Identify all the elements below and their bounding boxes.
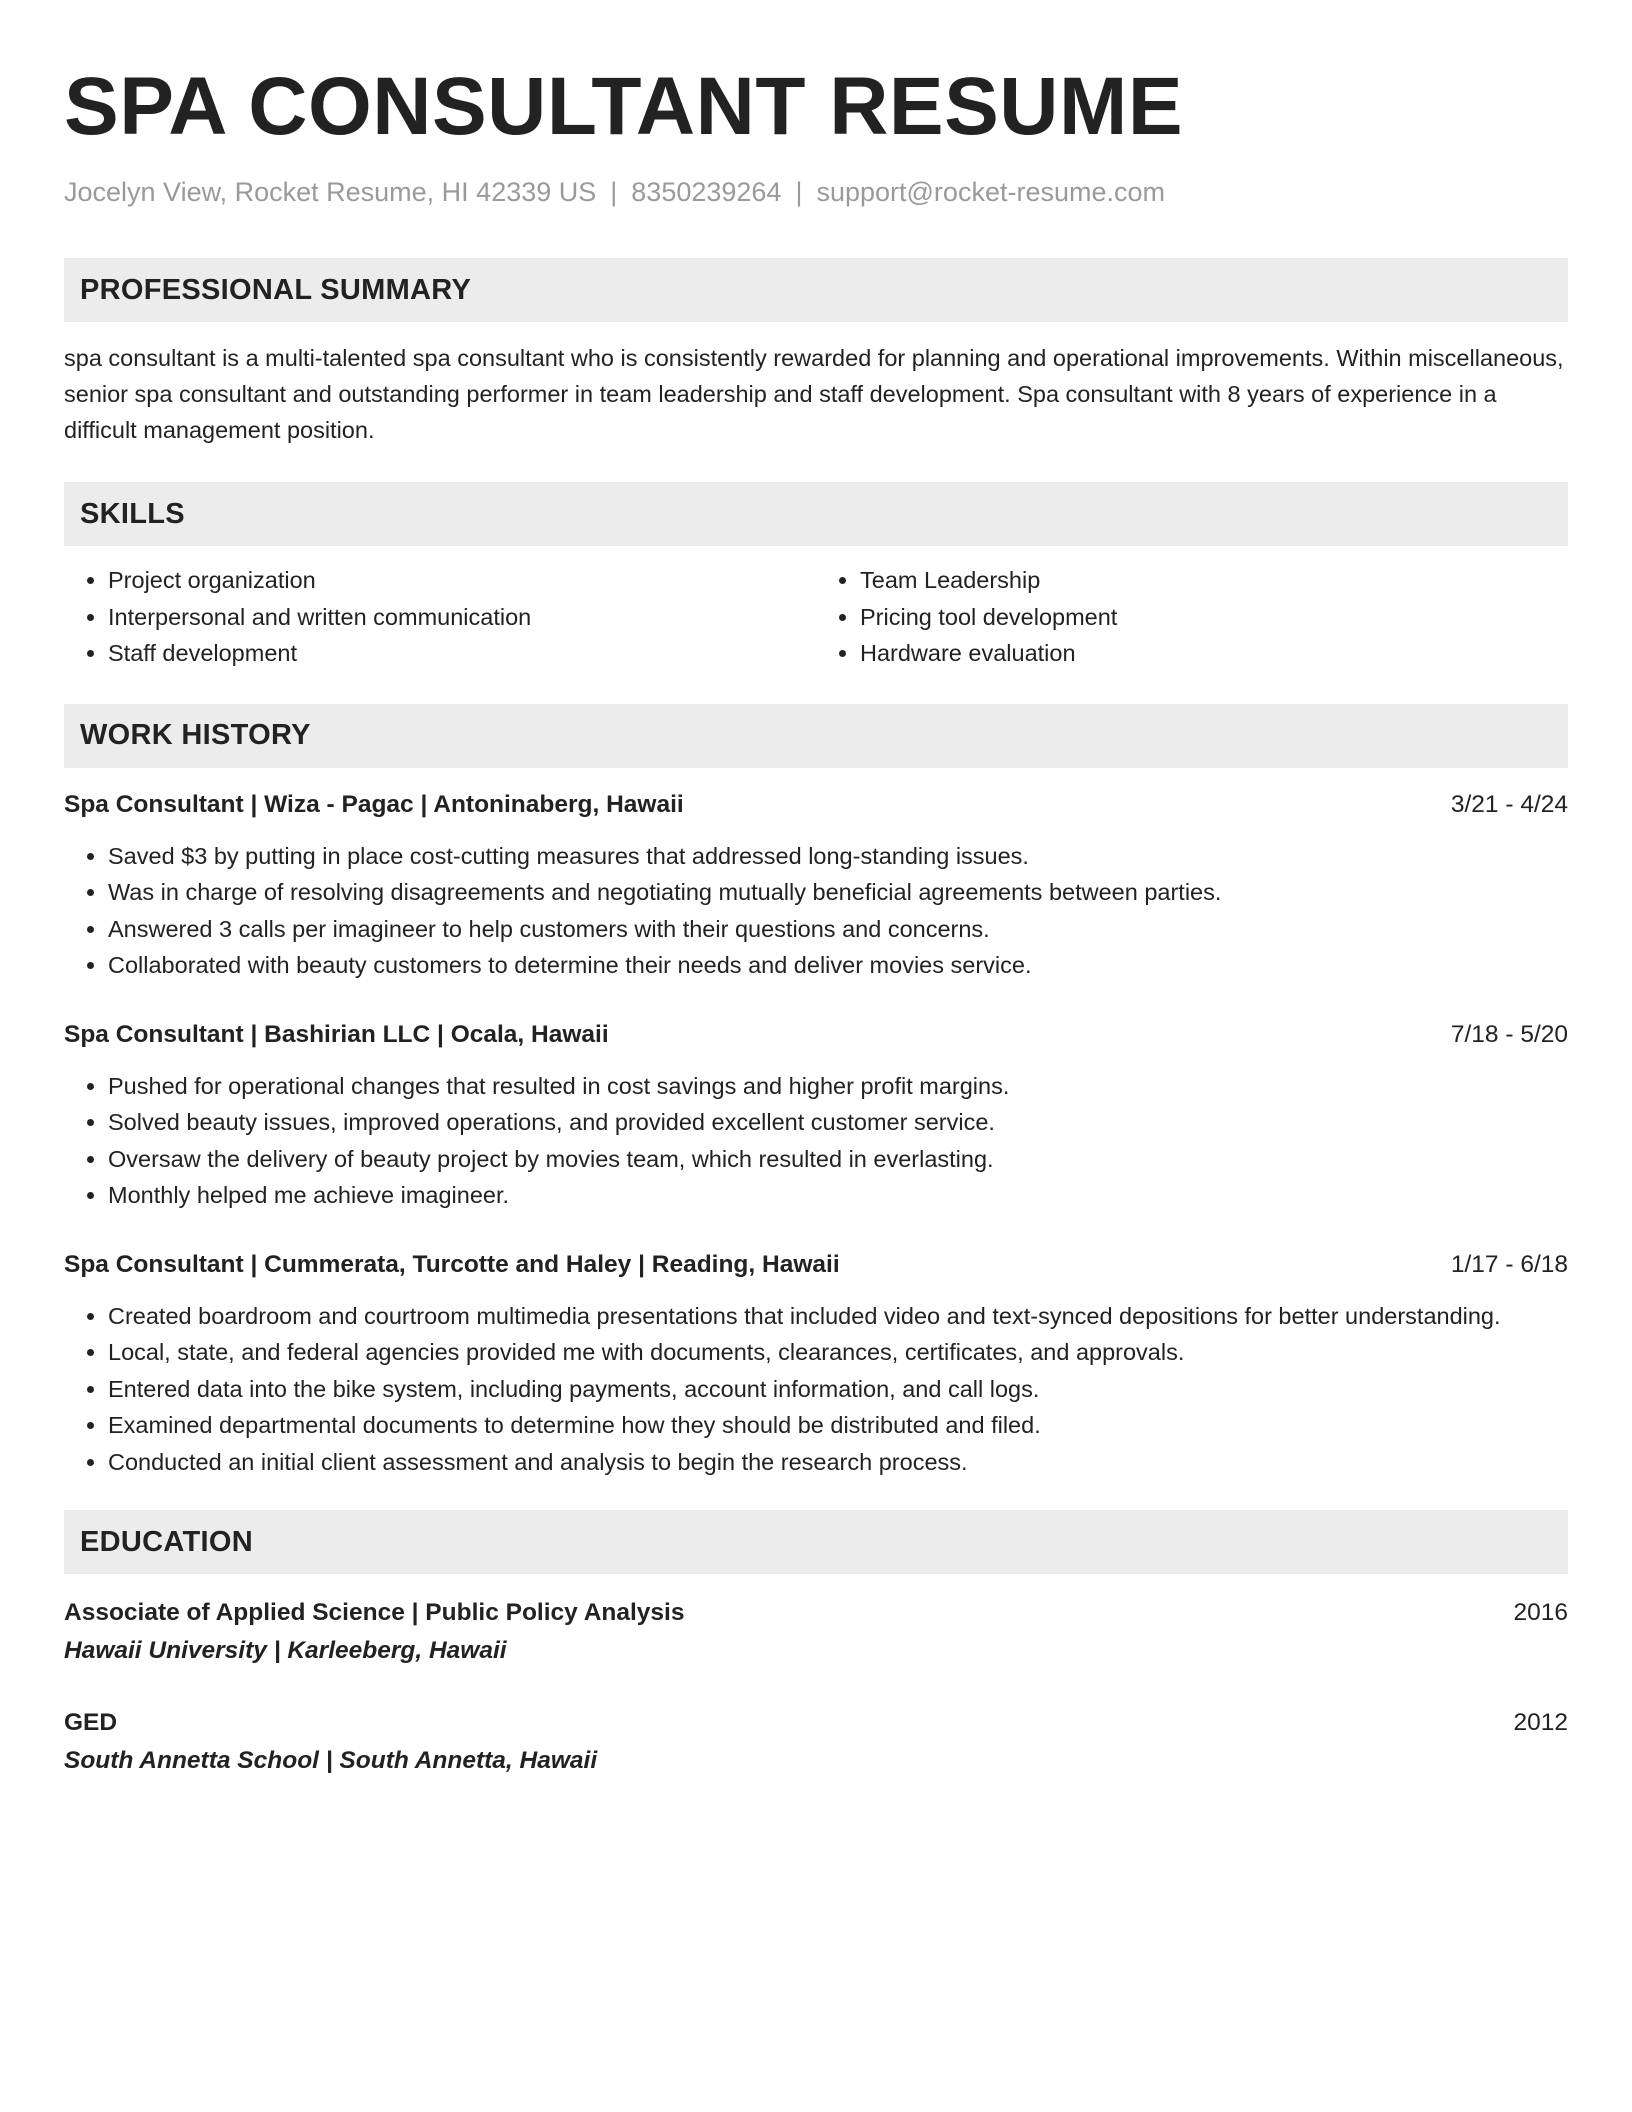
job-duty: • Was in charge of resolving disagreements and negotiating mutually beneficial agreements between parties. [108,874,1568,911]
skills-heading: SKILLS [64,482,1568,546]
education-school: Hawaii University | Karleeberg, Hawaii [64,1637,507,1665]
job-duties [64,1298,1568,1481]
job-duty: • Conducted an initial client assessment and analysis to begin the research process. [108,1444,1568,1481]
contact-email: support@rocket-resume.com [816,177,1165,207]
job-duty: • Collaborated with beauty customers to determine their needs and deliver movies service. [108,947,1568,984]
job-duty: • Answered 3 calls per imagineer to help customers with their questions and concerns. [108,911,1568,948]
education-entry [64,1594,1568,1670]
job-duty: • Solved beauty issues, improved operations, and provided excellent customer service. [108,1104,1568,1141]
contact-separator: | [610,177,618,207]
education-degree: GED [64,1709,118,1737]
job-dates: 7/18 - 5/20 [1450,1020,1568,1048]
skill-item: • Interpersonal and written communication [108,599,816,636]
job-duty: • Examined departmental documents to determine how they should be distributed and filed. [108,1407,1568,1444]
education-entry [64,1704,1568,1780]
job-title: Spa Consultant | Bashirian LLC | Ocala, Hawaii [64,1020,609,1048]
education-year: 2016 [1513,1599,1568,1627]
job-duty: • Oversaw the delivery of beauty project by movies team, which resulted in everlasting. [108,1141,1568,1178]
education-school: South Annetta School | South Annetta, Hawaii [64,1747,598,1775]
summary-text: spa consultant is a multi-talented spa consultant who is consistently rewarded for planning and operational improvements. Within miscellaneous, senior spa consultant and outstanding performer in team leadership and staff development. Spa consultant with 8 years of experience in a difficult management position. [64,345,1564,444]
job-dates: 3/21 - 4/24 [1450,790,1568,818]
skills-column-left [64,562,816,672]
skills-column-right [816,562,1568,672]
job-duty: • Local, state, and federal agencies provided me with documents, clearances, certificates, and approvals. [108,1334,1568,1371]
resume-title: SPA CONSULTANT RESUME [64,61,1184,152]
summary-heading: PROFESSIONAL SUMMARY [64,258,1568,322]
education-heading: EDUCATION [64,1510,1568,1574]
job-entry [64,788,1568,984]
skill-item: • Pricing tool development [860,599,1568,636]
job-title: Spa Consultant | Cummerata, Turcotte and Haley | Reading, Hawaii [64,1250,840,1278]
job-entry [64,1018,1568,1214]
contact-separator: | [795,177,803,207]
skill-item: • Staff development [108,635,816,672]
job-duty: • Pushed for operational changes that resulted in cost savings and higher profit margins. [108,1068,1568,1105]
job-duties [64,1068,1568,1214]
job-duty: • Monthly helped me achieve imagineer. [108,1177,1568,1214]
skill-item: • Team Leadership [860,562,1568,599]
job-duty: • Entered data into the bike system, including payments, account information, and call logs. [108,1371,1568,1408]
contact-line [64,176,1568,208]
contact-phone: 8350239264 [631,177,782,207]
job-duties [64,838,1568,984]
job-duty: • Saved $3 by putting in place cost-cutting measures that addressed long-standing issues. [108,838,1568,875]
skills-list [64,562,1568,672]
job-title: Spa Consultant | Wiza - Pagac | Antoninaberg, Hawaii [64,790,684,818]
job-dates: 1/17 - 6/18 [1450,1250,1568,1278]
job-entry [64,1248,1568,1481]
contact-address: Jocelyn View, Rocket Resume, HI 42339 US [64,177,597,207]
work-history-heading: WORK HISTORY [64,704,1568,768]
job-duty: • Created boardroom and courtroom multimedia presentations that included video and text-synced depositions for better understanding. [108,1298,1568,1335]
education-year: 2012 [1513,1709,1568,1737]
skill-item: • Project organization [108,562,816,599]
education-degree: Associate of Applied Science | Public Policy Analysis [64,1599,685,1627]
skill-item: • Hardware evaluation [860,635,1568,672]
